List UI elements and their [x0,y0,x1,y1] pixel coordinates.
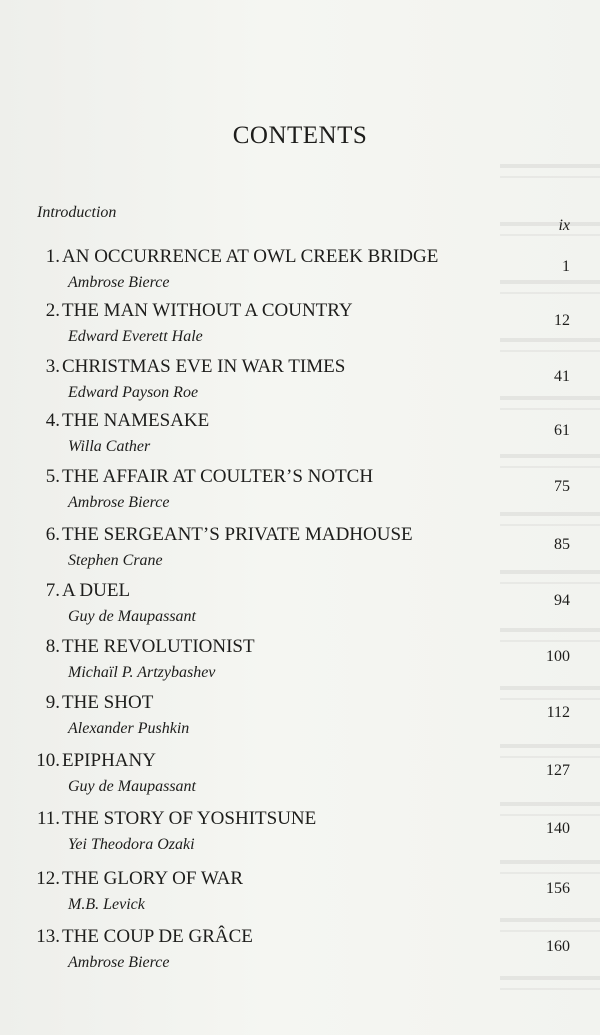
toc-entry [0,692,600,748]
entry-title: THE SERGEANT’S PRIVATE MADHOUSE [62,524,413,545]
toc-entry [0,636,600,692]
entry-page-number: 41 [554,368,570,385]
entry-number: 12. [36,868,60,889]
entry-number: 1. [45,246,60,267]
entry-author: Ambrose Bierce [68,494,170,511]
entry-number: 10. [36,750,60,771]
toc-entry [0,356,600,412]
toc-entry [0,868,600,924]
entry-number: 13. [36,926,60,947]
entry-title: EPIPHANY [62,750,156,771]
entry-author: Stephen Crane [68,552,163,569]
entry-number: 11. [36,808,60,829]
entry-author: Edward Payson Roe [68,384,199,401]
entry-page-number: 112 [546,704,570,721]
entry-number: 9. [45,692,60,713]
entry-title: THE AFFAIR AT COULTER’S NOTCH [62,466,374,487]
entry-author: Ambrose Bierce [68,954,170,971]
toc-entry [0,808,600,864]
introduction-page-number: ix [558,217,570,234]
entry-page-number: 160 [546,938,570,955]
entry-title: THE COUP DE GRÂCE [62,926,253,947]
toc-entry [0,466,600,522]
entry-author: Michaïl P. Artzybashev [68,664,216,681]
entry-page-number: 75 [554,478,570,495]
entry-page-number: 156 [546,880,570,897]
toc-entry [0,410,600,466]
entry-author: Edward Everett Hale [68,328,203,345]
entry-number: 2. [45,300,60,321]
entry-author: Guy de Maupassant [68,778,196,795]
entry-title: THE GLORY OF WAR [62,868,244,889]
entry-author: M.B. Levick [68,896,145,913]
entry-page-number: 140 [546,820,570,837]
toc-entry [0,246,600,302]
entry-title: CHRISTMAS EVE IN WAR TIMES [62,356,346,377]
entry-number: 5. [45,466,60,487]
entry-author: Yei Theodora Ozaki [68,836,195,853]
entry-page-number: 85 [554,536,570,553]
entry-title: THE STORY OF YOSHITSUNE [62,808,317,829]
toc-entry [0,926,600,982]
entry-page-number: 127 [546,762,570,779]
entry-title: A DUEL [62,580,131,601]
toc-entry [0,300,600,356]
toc-entry [0,524,600,580]
entry-page-number: 94 [554,592,570,609]
introduction-label: Introduction [37,204,117,221]
entry-page-number: 1 [562,258,570,275]
entry-author: Ambrose Bierce [68,274,170,291]
entry-number: 3. [45,356,60,377]
toc-entry [0,750,600,806]
entry-author: Guy de Maupassant [68,608,196,625]
entry-title: THE SHOT [62,692,154,713]
entry-title: AN OCCURRENCE AT OWL CREEK BRIDGE [62,246,439,267]
entry-page-number: 100 [546,648,570,665]
entry-number: 7. [45,580,60,601]
entry-title: THE MAN WITHOUT A COUNTRY [62,300,353,321]
entry-author: Willa Cather [68,438,151,455]
entry-page-number: 12 [554,312,570,329]
entry-number: 6. [45,524,60,545]
entry-author: Alexander Pushkin [68,720,190,737]
entry-title: THE REVOLUTIONIST [62,636,255,657]
toc-entry [0,580,600,636]
entry-title: THE NAMESAKE [62,410,210,431]
entry-number: 4. [45,410,60,431]
entry-page-number: 61 [554,422,570,439]
page-title: CONTENTS [232,122,368,149]
entry-number: 8. [45,636,60,657]
